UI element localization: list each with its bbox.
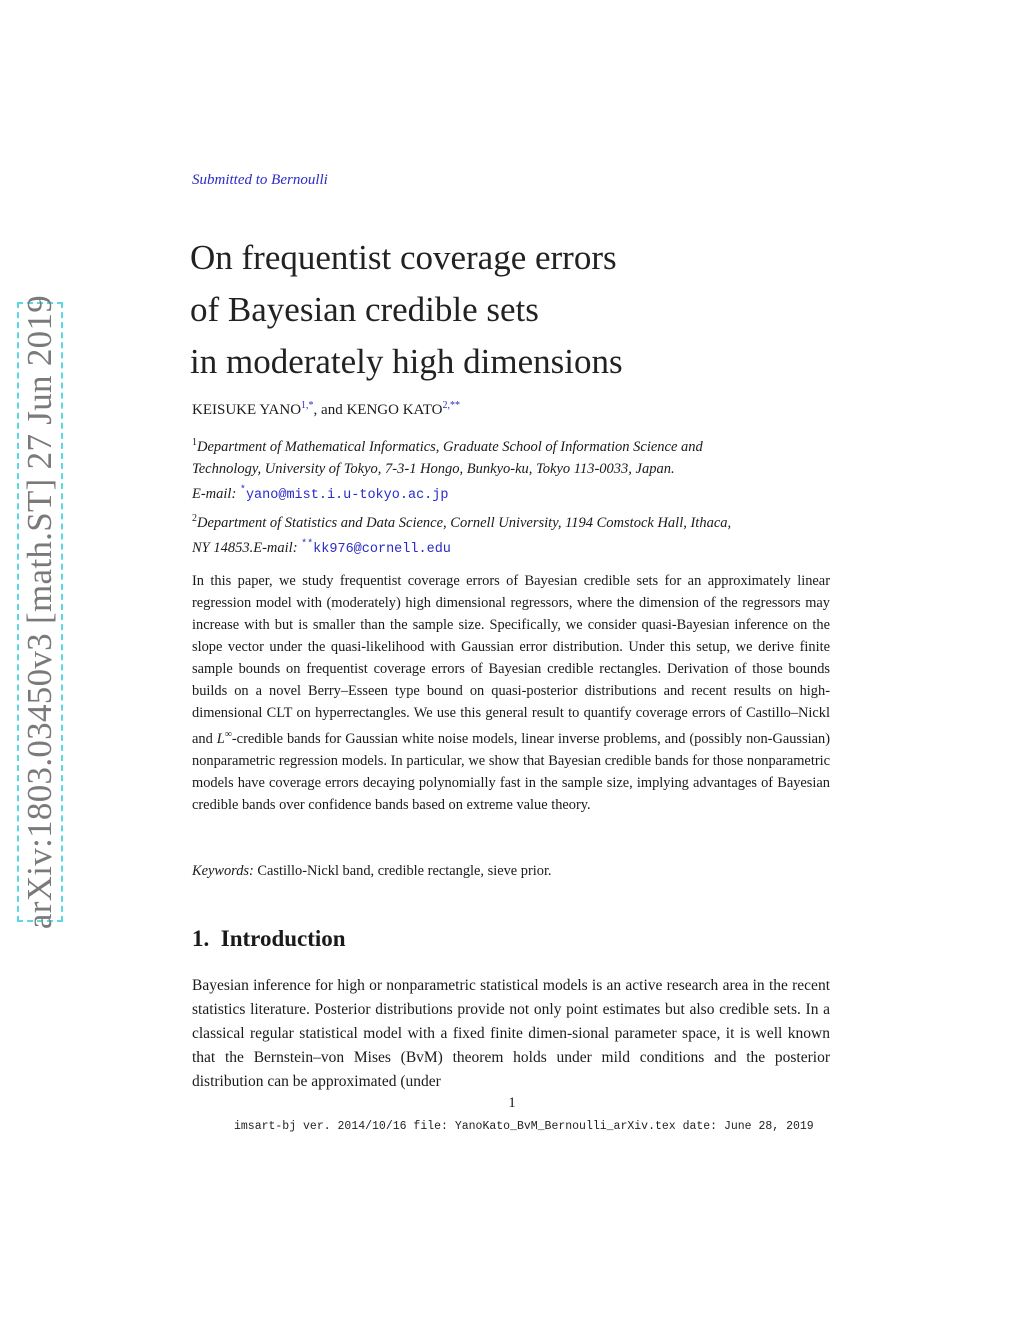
- arxiv-stamp-text: arXiv:1803.03450v3 [math.ST] 27 Jun 2019: [20, 294, 59, 930]
- author-list: [192, 400, 460, 419]
- abstract: [192, 570, 830, 816]
- title-line: in moderately high dimensions: [190, 342, 623, 381]
- affiliation-1: [192, 432, 832, 507]
- affiliation-text: Department of Statistics and Data Science, Cornell University, 1194 Comstock Hall, Ithaca,: [197, 514, 732, 531]
- email-label: E-mail:: [192, 485, 240, 502]
- abstract-text: -credible bands for Gaussian white noise models, linear inverse problems, and (possibly non-Gaussian) nonparametric regression models. In particular, we show that Bayesian credible bands for those nonparametric models have coverage errors decaying polynomially fast in the sample size, implying advantages of Bayesian credible bands over confidence bands based on extreme value theory.: [192, 730, 830, 813]
- section-heading: [192, 926, 346, 952]
- footer-line: imsart-bj ver. 2014/10/16 file: YanoKato_BvM_Bernoulli_arXiv.tex date: June 28, 2019: [234, 1120, 814, 1133]
- author-name: KENGO KATO: [346, 402, 443, 418]
- math-superscript: ∞: [224, 729, 232, 740]
- abstract-text: In this paper, we study frequentist coverage errors of Bayesian credible sets for an approximately linear regression model with (moderately) high dimensional regressors, where the dimension of the regressors may increase with but is smaller than the sample size. Specifically, we consider quasi-Bayesian inference on the slope vector under the quasi-likelihood with Gaussian error distribution. Under this setup, we derive finite sample bounds on frequentist coverage errors of Bayesian credible rectangles. Derivation of those bounds builds on a novel Berry–Esseen type bound on quasi-posterior distributions and recent results on high-dimensional CLT on hyperrectangles. We use this general result to quantify coverage errors of Castillo–Nickl and: [192, 573, 830, 747]
- title-line: of Bayesian credible sets: [190, 290, 539, 329]
- section-title: Introduction: [220, 926, 346, 951]
- affiliation-mark: 2: [192, 513, 197, 524]
- journal-link[interactable]: Submitted to Bernoulli: [192, 172, 328, 188]
- email-mark: *: [239, 484, 246, 496]
- title-line: On frequentist coverage errors: [190, 238, 617, 277]
- keywords-text: Castillo-Nickl band, credible rectangle, sieve prior.: [253, 863, 552, 879]
- affiliation-text: NY 14853.E-mail:: [192, 539, 302, 556]
- paper-title: [190, 232, 850, 388]
- keywords: [192, 863, 552, 880]
- author-footnote-link[interactable]: 1,*: [301, 400, 314, 411]
- author-connector: , and: [313, 402, 347, 418]
- author-name: KEISUKE YANO: [192, 402, 302, 418]
- affiliation-text: Technology, University of Tokyo, 7-3-1 Hongo, Bunkyo-ku, Tokyo 113-0033, Japan.: [192, 460, 675, 477]
- keywords-label: Keywords:: [192, 863, 254, 879]
- email-link[interactable]: kk976@cornell.edu: [313, 541, 451, 557]
- email-link[interactable]: yano@mist.i.u-tokyo.ac.jp: [245, 487, 449, 503]
- intro-paragraph: Bayesian inference for high or nonparametric statistical models is an active research area in the recent statistics literature. Posterior distributions provide not only point estimates but also credible sets. In a classical regular statistical model with a fixed finite dimen-sional parameter space, it is well known that the Bernstein–von Mises (BvM) theorem holds under mild conditions and the posterior distribution can be approximated (under: [192, 977, 830, 1090]
- math-symbol: L: [216, 730, 225, 747]
- email-mark: **: [301, 538, 314, 550]
- affiliation-mark: 1: [192, 437, 197, 448]
- section-number: 1.: [192, 926, 210, 951]
- page-number: 1: [508, 1095, 516, 1111]
- arxiv-stamp: [17, 294, 63, 930]
- author-footnote-link[interactable]: 2,**: [442, 400, 460, 411]
- affiliation-2: [192, 508, 832, 561]
- affiliation-text: Department of Mathematical Informatics, Graduate School of Information Science and: [197, 438, 703, 455]
